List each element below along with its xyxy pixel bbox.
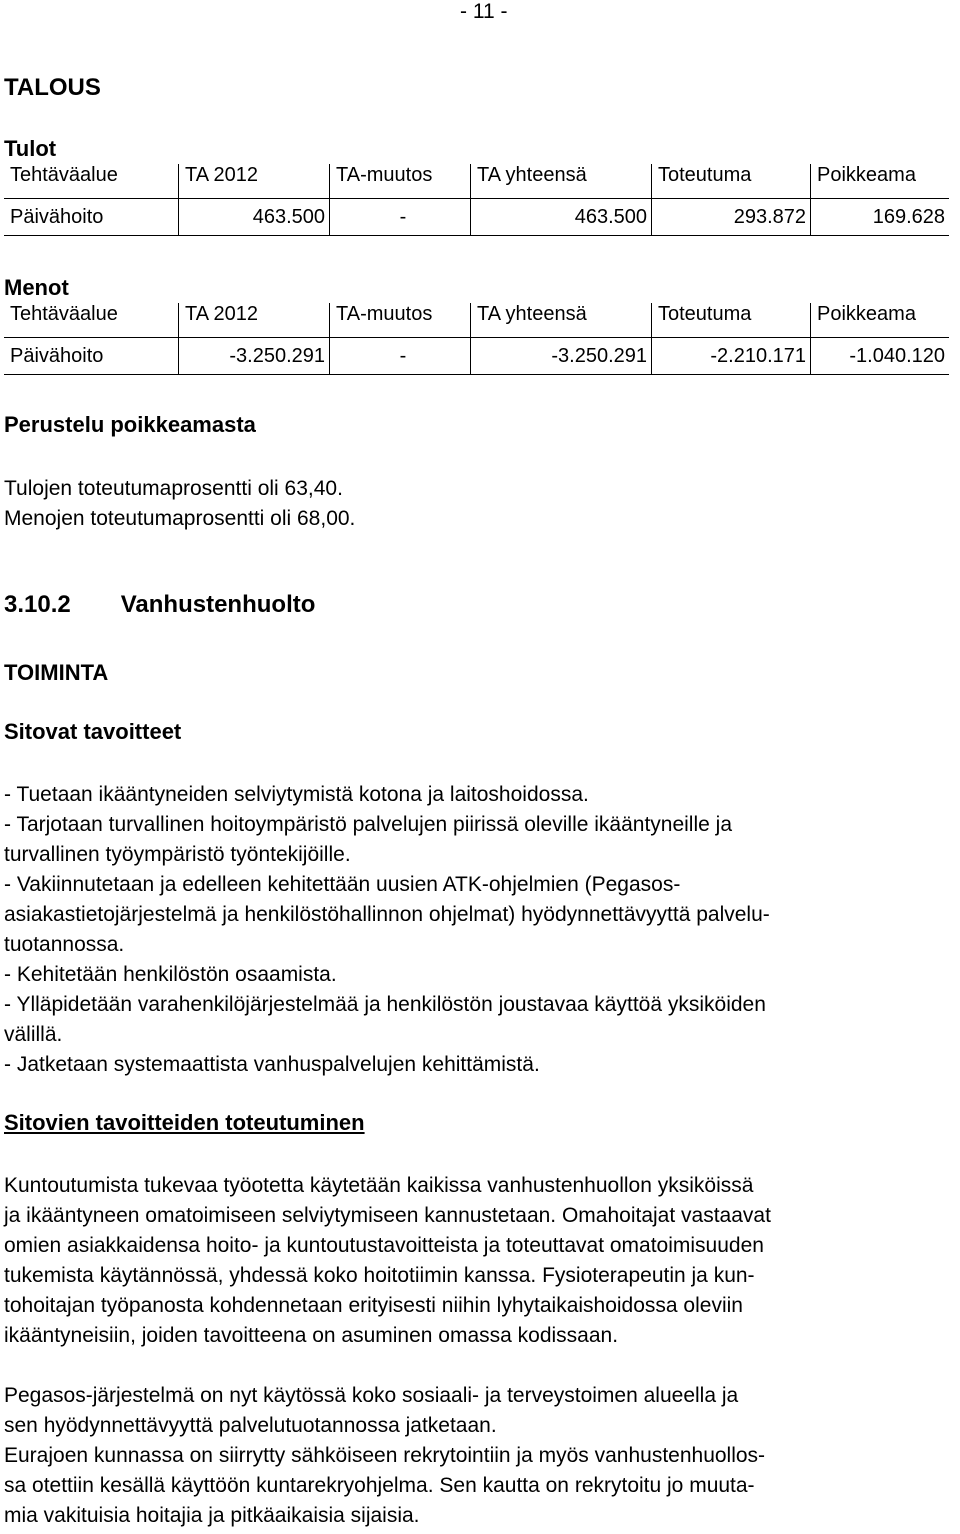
sitovat-list: [4, 780, 960, 1080]
tulot-header-cell: TA 2012: [179, 164, 330, 199]
sitovat-line: asiakastietojärjestelmä ja henkilöstöhallinnon ohjelmat) hyödynnettävyyttä palvelu-: [4, 903, 770, 926]
menot-header-cell: TA 2012: [179, 303, 330, 338]
sitovat-line: - Ylläpidetään varahenkilöjärjestelmää ja henkilöstön joustavaa käyttöä yksiköiden: [4, 993, 766, 1016]
paragraph-line: Eurajoen kunnassa on siirrytty sähköiseen rekrytointiin ja myös vanhustenhuollos-: [4, 1444, 766, 1467]
menot-header-cell: Toteutuma: [652, 303, 811, 338]
sitovat-line: - Vakiinnutetaan ja edelleen kehitettään uusien ATK-ohjelmien (Pegasos-: [4, 873, 681, 896]
menot-cell: -3.250.291: [471, 338, 652, 375]
menot-cell: Päivähoito: [4, 338, 179, 375]
menot-cell: -1.040.120: [811, 338, 950, 375]
tulot-header-cell: Poikkeama: [811, 164, 950, 199]
tulot-data-row: [4, 199, 949, 236]
perustelu-text: [4, 474, 960, 534]
perustelu-title: Perustelu poikkeamasta: [4, 412, 256, 437]
menot-table: [4, 303, 949, 375]
tulot-table: [4, 164, 949, 236]
paragraph-line: sa otettiin kesällä käyttöön kuntarekryohjelma. Sen kautta on rekrytoitu jo muuta-: [4, 1474, 755, 1497]
tulot-title: Tulot: [4, 136, 57, 161]
paragraph-line: ja ikääntyneen omatoimiseen selviytymiseen kannustetaan. Omahoitajat vastaavat: [4, 1204, 771, 1227]
sitovat-title: Sitovat tavoitteet: [4, 719, 182, 744]
menot-header-row: [4, 303, 949, 338]
toteutuminen-paragraph-1: [4, 1171, 960, 1351]
tulot-header-cell: Tehtäväalue: [4, 164, 179, 199]
paragraph-line: Kuntoutumista tukevaa työotetta käytetään kaikissa vanhustenhuollon yksiköissä: [4, 1174, 754, 1197]
menot-title: Menot: [4, 275, 69, 300]
paragraph-line: omien asiakkaidensa hoito- ja kuntoutustavoitteista ja toteuttavat omatoimisuuden: [4, 1234, 764, 1257]
tulot-cell: 463.500: [471, 199, 652, 236]
heading-talous: TALOUS: [4, 74, 101, 101]
menot-header-cell: TA yhteensä: [471, 303, 652, 338]
tulot-header-cell: Toteutuma: [652, 164, 811, 199]
tulot-header-cell: TA yhteensä: [471, 164, 652, 199]
perustelu-line: Menojen toteutumaprosentti oli 68,00.: [4, 507, 356, 530]
section-title: Vanhustenhuolto: [120, 591, 316, 618]
tulot-cell: -: [330, 199, 471, 236]
section-number: 3.10.2: [4, 591, 71, 618]
menot-cell: -2.210.171: [652, 338, 811, 375]
tulot-header-cell: TA-muutos: [330, 164, 471, 199]
tulot-cell: 169.628: [811, 199, 950, 236]
toiminta-heading: TOIMINTA: [4, 660, 109, 685]
paragraph-line: mia vakituisia hoitajia ja pitkäaikaisia sijaisia.: [4, 1504, 420, 1527]
section-heading: [4, 591, 315, 619]
tulot-cell: 293.872: [652, 199, 811, 236]
perustelu-line: Tulojen toteutumaprosentti oli 63,40.: [4, 477, 343, 500]
menot-cell: -: [330, 338, 471, 375]
sitovat-line: tuotannossa.: [4, 933, 125, 956]
menot-data-row: [4, 338, 949, 375]
toteutuminen-paragraph-2: [4, 1381, 960, 1531]
menot-cell: -3.250.291: [179, 338, 330, 375]
paragraph-line: ikääntyneisiin, joiden tavoitteena on asuminen omassa kodissaan.: [4, 1324, 619, 1347]
page-number: - 11 -: [460, 0, 508, 23]
sitovat-line: välillä.: [4, 1023, 63, 1046]
paragraph-line: Pegasos-järjestelmä on nyt käytössä koko sosiaali- ja terveystoimen alueella ja: [4, 1384, 739, 1407]
tulot-cell: 463.500: [179, 199, 330, 236]
sitovat-line: - Tarjotaan turvallinen hoitoympäristö palvelujen piirissä oleville ikääntyneille ja: [4, 813, 732, 836]
menot-header-cell: Poikkeama: [811, 303, 950, 338]
paragraph-line: sen hyödynnettävyyttä palvelutuotannossa jatketaan.: [4, 1414, 497, 1437]
menot-header-cell: Tehtäväalue: [4, 303, 179, 338]
paragraph-line: tohoitajan työpanosta kohdennetaan erityisesti niihin lyhytaikaishoidossa oleviin: [4, 1294, 743, 1317]
sitovat-line: - Tuetaan ikääntyneiden selviytymistä kotona ja laitoshoidossa.: [4, 783, 589, 806]
tulot-header-row: [4, 164, 949, 199]
sitovat-line: - Jatketaan systemaattista vanhuspalvelujen kehittämistä.: [4, 1053, 540, 1076]
paragraph-line: tukemista käytännössä, yhdessä koko hoitotiimin kanssa. Fysioterapeutin ja kun-: [4, 1264, 755, 1287]
menot-header-cell: TA-muutos: [330, 303, 471, 338]
tulot-cell: Päivähoito: [4, 199, 179, 236]
toteutuminen-title: Sitovien tavoitteiden toteutuminen: [4, 1110, 365, 1135]
sitovat-line: turvallinen työympäristö työntekijöille.: [4, 843, 351, 866]
sitovat-line: - Kehitetään henkilöstön osaamista.: [4, 963, 337, 986]
